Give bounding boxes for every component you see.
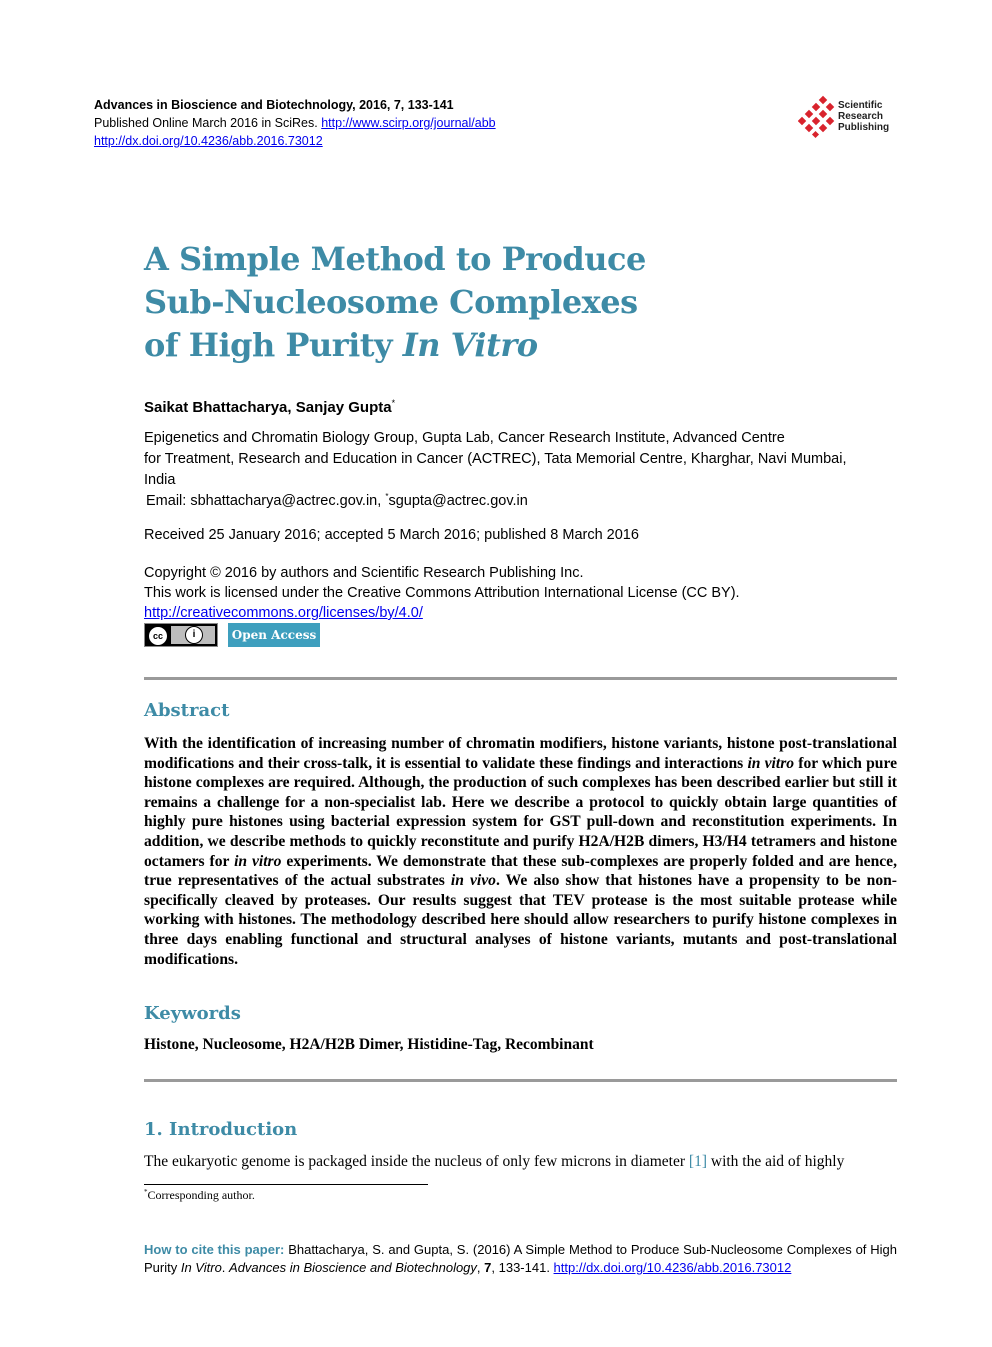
attribution-icon: i bbox=[185, 626, 203, 644]
affiliation-line-1: Epigenetics and Chromatin Biology Group, Gupta Lab, Cancer Research Institute, Advanced Centre bbox=[144, 430, 785, 446]
journal-header bbox=[94, 96, 714, 150]
logo-line-scientific: Scientific bbox=[838, 100, 883, 111]
citation-doi-link[interactable]: http://dx.doi.org/10.4236/abb.2016.73012 bbox=[553, 1260, 792, 1275]
abstract-heading: Abstract bbox=[144, 700, 230, 721]
logo-line-publishing: Publishing bbox=[838, 122, 890, 133]
abstract-italic-1: in vitro bbox=[747, 754, 795, 772]
footnote bbox=[144, 1188, 255, 1203]
abstract-text bbox=[144, 734, 897, 969]
published-online-text: Published Online March 2016 in SciRes. bbox=[94, 116, 322, 130]
scientific-research-publishing-logo bbox=[798, 95, 908, 139]
affiliation-line-3: India bbox=[144, 472, 176, 488]
citation-text-2: . bbox=[221, 1260, 230, 1275]
email-prefix: Email: sbhattacharya@actrec.gov.in, bbox=[146, 492, 386, 509]
cc-by-badge[interactable] bbox=[144, 623, 218, 647]
affiliation-line-2: for Treatment, Research and Education in Cancer (ACTREC), Tata Memorial Centre, Kharghar, Navi Mumbai, bbox=[144, 451, 847, 467]
author-affiliation bbox=[144, 428, 884, 491]
keywords-heading: Keywords bbox=[144, 1003, 241, 1024]
copyright-block bbox=[144, 563, 884, 623]
footnote-mark: * bbox=[144, 1188, 148, 1196]
title-line-2: Sub-Nucleosome Complexes bbox=[144, 283, 638, 321]
publisher-diamond-icon bbox=[798, 95, 836, 139]
publisher-logo-text bbox=[838, 100, 889, 133]
abstract-top-divider bbox=[144, 677, 897, 680]
author-list bbox=[144, 398, 395, 416]
license-url-line bbox=[144, 603, 884, 623]
email-second: sgupta@actrec.gov.in bbox=[388, 492, 528, 509]
title-italic-in-vitro: In Vitro bbox=[402, 326, 538, 364]
abstract-text-part-4: . We also show that histones have a propensity to be non-specifically cleaved by proteases. Our results suggest that TEV protease is the most suitable protease while working with histones. The methodology described here should allow researchers to purify histone complexes in three days enabling functional and structural analyses of histone variants, mutants and post-translational modifications. bbox=[144, 872, 897, 968]
license-statement: This work is licensed under the Creative Commons Attribution International License (CC BY). bbox=[144, 585, 740, 601]
cc-icon: cc bbox=[148, 626, 168, 646]
footnote-divider bbox=[144, 1184, 428, 1185]
abstract-text-part-1: With the identification of increasing number of chromatin modifiers, histone variants, histone post-translational modifications and their cross-talk, it is essential to validate these findings and interactions bbox=[144, 735, 897, 772]
how-to-cite-label: How to cite this paper: bbox=[144, 1242, 285, 1257]
open-access-badge[interactable]: Open Access bbox=[228, 623, 320, 647]
introduction-heading: 1. Introduction bbox=[144, 1119, 298, 1140]
abstract-italic-3: in vivo bbox=[450, 872, 496, 890]
abstract-text-part-3: experiments. We demonstrate that these sub-complexes are properly folded and are hence, true representatives of the actual substrates bbox=[144, 852, 897, 890]
introduction-text bbox=[144, 1152, 897, 1172]
journal-citation-line: Advances in Bioscience and Biotechnology, 2016, 7, 133-141 bbox=[94, 98, 454, 112]
email-corresponding-mark: * bbox=[385, 492, 389, 501]
title-line-1: A Simple Method to Produce bbox=[144, 240, 646, 278]
copyright-line: Copyright © 2016 by authors and Scientific Research Publishing Inc. bbox=[144, 565, 584, 581]
keywords-list: Histone, Nucleosome, H2A/H2B Dimer, Histidine-Tag, Recombinant bbox=[144, 1036, 594, 1053]
footnote-text: Corresponding author. bbox=[147, 1188, 255, 1202]
doi-line bbox=[94, 132, 714, 150]
license-url-link[interactable]: http://creativecommons.org/licenses/by/4.0/ bbox=[144, 605, 423, 621]
citation-volume: 7 bbox=[484, 1260, 492, 1275]
title-line-3 bbox=[144, 324, 844, 367]
doi-link[interactable]: http://dx.doi.org/10.4236/abb.2016.73012 bbox=[94, 134, 323, 148]
journal-url-link[interactable]: http://www.scirp.org/journal/abb bbox=[321, 116, 496, 130]
reference-link-1[interactable]: [1] bbox=[688, 1153, 707, 1170]
citation-italic-in-vitro: In Vitro bbox=[180, 1260, 222, 1275]
citation-text-4: , 133-141. bbox=[491, 1260, 554, 1275]
corresponding-author-mark: * bbox=[391, 398, 396, 408]
abstract-text-part-2: for which pure histone complexes are required. Although, the production of such complexes has been described earlier but still it remains a challenge for a non-specialist lab. Here we describe a protocol to quickly obtain large quantities of highly pure histones using bacterial expression system for GST pull-down and reconstitution experiments. In addition, we describe methods to quickly reconstitute and purify H2A/H2B dimers, H3/H4 tetramers and histone octamers for bbox=[144, 754, 898, 870]
abstract-italic-2: in vitro bbox=[234, 852, 282, 870]
paper-title bbox=[144, 238, 844, 367]
published-online-line bbox=[94, 114, 714, 132]
intro-text-before: The eukaryotic genome is packaged inside the nucleus of only few microns in diameter bbox=[144, 1153, 689, 1170]
article-dates: Received 25 January 2016; accepted 5 March 2016; published 8 March 2016 bbox=[144, 527, 639, 543]
how-to-cite bbox=[144, 1241, 897, 1277]
citation-journal: Advances in Bioscience and Biotechnology bbox=[229, 1260, 477, 1275]
citation-text-3: , bbox=[476, 1260, 485, 1275]
author-names: Saikat Bhattacharya, Sanjay Gupta bbox=[144, 399, 392, 416]
keywords-bottom-divider bbox=[144, 1079, 897, 1082]
citation-text-1: Bhattacharya, S. and Gupta, S. (2016) A Simple Method to Produce Sub-Nucleosome Complexes of High Purity bbox=[144, 1242, 898, 1275]
intro-text-after: with the aid of highly bbox=[707, 1153, 845, 1170]
logo-line-research: Research bbox=[838, 111, 884, 122]
title-line-3-text: of High Purity bbox=[144, 326, 403, 364]
author-emails bbox=[146, 492, 528, 509]
